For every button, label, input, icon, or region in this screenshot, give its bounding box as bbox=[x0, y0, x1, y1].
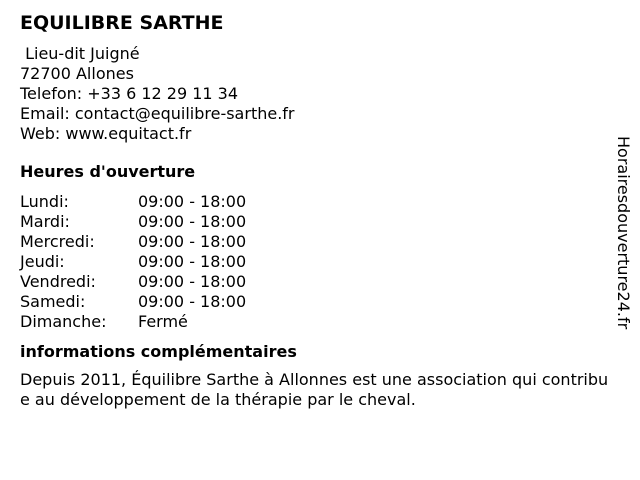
hours-time: 09:00 - 18:00 bbox=[138, 232, 247, 251]
address-city: 72700 Allones bbox=[20, 64, 134, 83]
hours-day: Dimanche: bbox=[20, 312, 107, 331]
address-street: Lieu-dit Juigné bbox=[20, 44, 140, 63]
info-description: Depuis 2011, Équilibre Sarthe à Allonnes est une association qui contribue au développement de la thérapie par le cheval. bbox=[20, 370, 609, 409]
web-line: Web: www.equitact.fr bbox=[20, 124, 192, 143]
business-card bbox=[20, 10, 620, 410]
hours-time: 09:00 - 18:00 bbox=[138, 192, 247, 211]
hours-time: 09:00 - 18:00 bbox=[138, 252, 247, 271]
hours-day: Mercredi: bbox=[20, 232, 95, 251]
hours-time: 09:00 - 18:00 bbox=[138, 272, 247, 291]
hours-row-thursday bbox=[20, 252, 620, 272]
hours-row-saturday bbox=[20, 292, 620, 312]
phone-line: Telefon: +33 6 12 29 11 34 bbox=[20, 84, 239, 103]
hours-day: Samedi: bbox=[20, 292, 86, 311]
contact-block bbox=[20, 44, 620, 144]
hours-row-sunday bbox=[20, 312, 620, 332]
hours-time: 09:00 - 18:00 bbox=[138, 292, 247, 311]
hours-row-monday bbox=[20, 192, 620, 212]
business-name: EQUILIBRE SARTHE bbox=[20, 12, 224, 34]
hours-row-friday bbox=[20, 272, 620, 292]
hours-time: 09:00 - 18:00 bbox=[138, 212, 247, 231]
site-link[interactable]: Horairesdouverture24.fr bbox=[614, 136, 633, 330]
hours-day: Mardi: bbox=[20, 212, 70, 231]
hours-row-tuesday bbox=[20, 212, 620, 232]
hours-table bbox=[20, 192, 620, 332]
hours-day: Lundi: bbox=[20, 192, 69, 211]
hours-heading: Heures d'ouverture bbox=[20, 162, 196, 181]
email-line: Email: contact@equilibre-sarthe.fr bbox=[20, 104, 295, 123]
hours-row-wednesday bbox=[20, 232, 620, 252]
hours-day: Vendredi: bbox=[20, 272, 96, 291]
hours-day: Jeudi: bbox=[20, 252, 65, 271]
info-heading: informations complémentaires bbox=[20, 342, 297, 361]
hours-time: Fermé bbox=[138, 312, 188, 331]
